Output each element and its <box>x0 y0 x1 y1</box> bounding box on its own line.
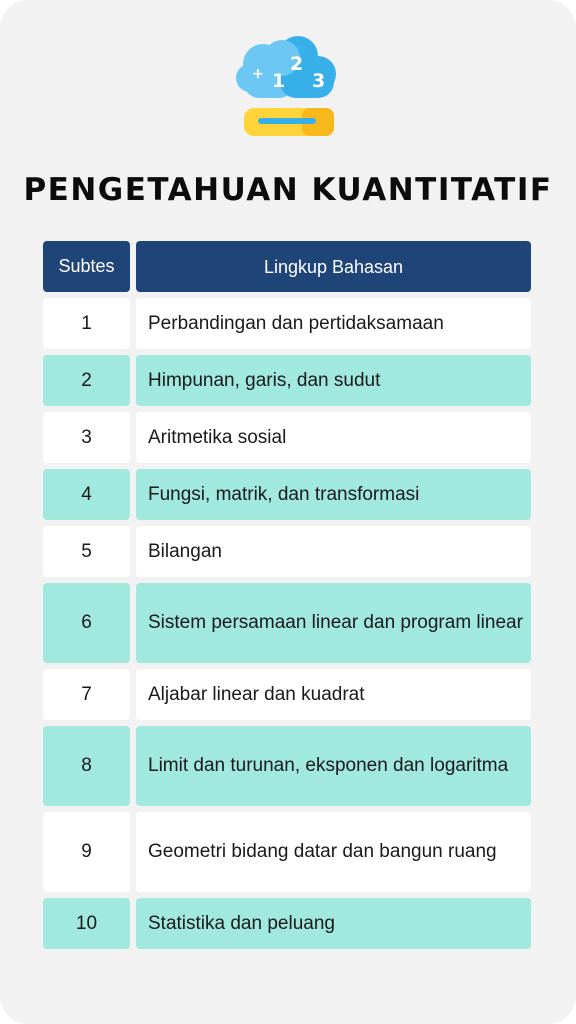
row-number: 5 <box>43 526 130 577</box>
row-number: 2 <box>43 355 130 406</box>
row-text: Perbandingan dan pertidaksamaan <box>136 298 531 349</box>
logo-one: 1 <box>272 70 286 92</box>
topics-table <box>43 241 531 955</box>
row-text: Aritmetika sosial <box>136 412 531 463</box>
table-row <box>43 726 531 806</box>
logo-plus: + <box>252 66 264 82</box>
row-text: Fungsi, matrik, dan transformasi <box>136 469 531 520</box>
row-text: Sistem persamaan linear dan program linear <box>136 583 531 663</box>
table-row <box>43 526 531 577</box>
logo-three: 3 <box>312 70 326 92</box>
row-text: Geometri bidang datar dan bangun ruang <box>136 812 531 892</box>
table-row <box>43 469 531 520</box>
table-row <box>43 412 531 463</box>
table-row <box>43 812 531 892</box>
row-number: 4 <box>43 469 130 520</box>
row-text: Himpunan, garis, dan sudut <box>136 355 531 406</box>
row-number: 10 <box>43 898 130 949</box>
table-row <box>43 355 531 406</box>
header-subtes: Subtes <box>43 241 130 292</box>
table-row <box>43 898 531 949</box>
row-text: Statistika dan peluang <box>136 898 531 949</box>
row-number: 3 <box>43 412 130 463</box>
row-text: Bilangan <box>136 526 531 577</box>
row-text: Aljabar linear dan kuadrat <box>136 669 531 720</box>
row-number: 6 <box>43 583 130 663</box>
table-row <box>43 583 531 663</box>
table-row <box>43 669 531 720</box>
header-lingkup: Lingkup Bahasan <box>136 241 531 292</box>
row-number: 9 <box>43 812 130 892</box>
row-number: 1 <box>43 298 130 349</box>
logo-two: 2 <box>290 53 304 75</box>
row-number: 7 <box>43 669 130 720</box>
row-text: Limit dan turunan, eksponen dan logaritma <box>136 726 531 806</box>
table-header-row <box>43 241 531 292</box>
page-title: PENGETAHUAN KUANTITATIF <box>23 172 553 208</box>
table-row <box>43 298 531 349</box>
math-cloud-book-icon <box>236 34 340 140</box>
row-number: 8 <box>43 726 130 806</box>
